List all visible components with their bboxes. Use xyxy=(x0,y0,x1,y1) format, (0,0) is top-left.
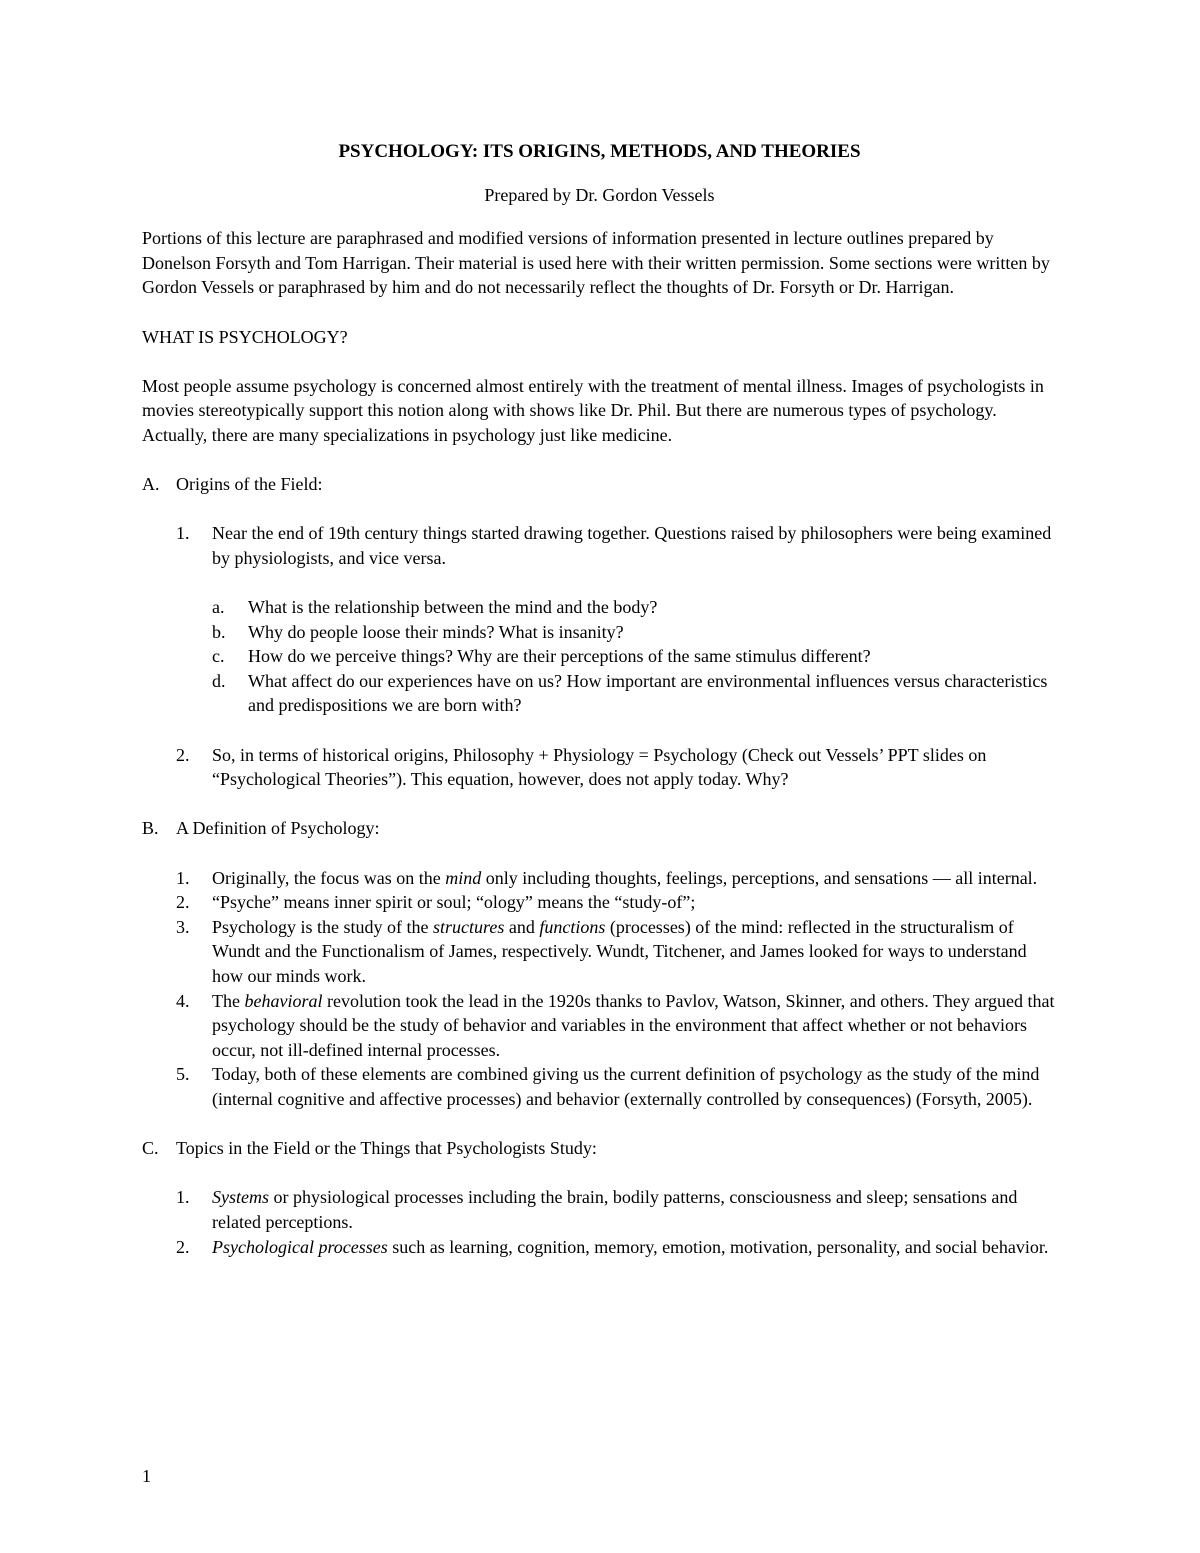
section-a xyxy=(142,472,1057,497)
author-line: Prepared by Dr. Gordon Vessels xyxy=(484,184,715,205)
section-c-label: C. xyxy=(142,1138,159,1159)
document-page xyxy=(142,140,1057,1259)
list-text xyxy=(212,1235,1057,1260)
list-text: So, in terms of historical origins, Philosophy + Physiology = Psychology (Check out Vessels’ PPT slides on “Psychological Theories”). This equation, however, does not apply today. Why? xyxy=(212,744,987,790)
list-number: 1. xyxy=(176,867,190,888)
list-number: 5. xyxy=(176,1064,190,1085)
list-number: 2. xyxy=(176,892,190,913)
list-number: 2. xyxy=(176,1236,190,1257)
section-c xyxy=(142,1136,1057,1161)
list-text xyxy=(212,915,1057,989)
list-text xyxy=(212,989,1057,1063)
text-run: and xyxy=(504,916,540,937)
list-item xyxy=(176,915,1057,989)
list-item xyxy=(176,1235,1057,1260)
list-item xyxy=(176,1185,1057,1234)
list-letter: b. xyxy=(212,621,226,642)
section-b-label: B. xyxy=(142,818,159,839)
section-a-sublist xyxy=(212,595,1057,718)
emphasis: mind xyxy=(445,867,482,888)
list-text: How do we perceive things? Why are their perceptions of the same stimulus different? xyxy=(248,646,871,667)
list-item xyxy=(176,1062,1057,1111)
text-run: (processes) of the mind: reflected in the structuralism of Wundt and the Functionalism of James, respectively. Wundt, Titchener, and James looked for ways to understand how our minds work. xyxy=(212,916,1027,986)
list-text: Why do people loose their minds? What is insanity? xyxy=(248,621,624,642)
section-a-title: Origins of the Field: xyxy=(176,474,323,495)
document-title: PSYCHOLOGY: ITS ORIGINS, METHODS, AND THEORIES xyxy=(338,141,861,162)
intro-paragraph: Portions of this lecture are paraphrased and modified versions of information presented in lecture outlines prepared by Donelson Forsyth and Tom Harrigan. Their material is used here with their written permission. Some sections were written by Gordon Vessels or paraphrased by him and do not necessarily reflect the thoughts of Dr. Forsyth or Dr. Harrigan. xyxy=(142,228,1050,298)
list-letter: a. xyxy=(212,597,225,618)
text-run: revolution took the lead in the 1920s thanks to Pavlov, Watson, Skinner, and others. They argued that psychology should be the study of behavior and variables in the environment that affect whether or not behaviors occur, not ill-defined internal processes. xyxy=(212,990,1055,1060)
section-a-item-1 xyxy=(176,521,1057,570)
section-b-title: A Definition of Psychology: xyxy=(176,818,380,839)
list-number: 1. xyxy=(176,1187,190,1208)
section-a-item-2 xyxy=(176,743,1057,792)
section-b xyxy=(142,816,1057,841)
list-item xyxy=(212,620,1057,645)
list-letter: c. xyxy=(212,646,225,667)
page-number: 1 xyxy=(142,1466,151,1486)
list-number: 4. xyxy=(176,990,190,1011)
list-number: 3. xyxy=(176,916,190,937)
section-c-title: Topics in the Field or the Things that Psychologists Study: xyxy=(176,1138,597,1159)
list-text xyxy=(212,866,1057,891)
list-number: 2. xyxy=(176,744,190,765)
list-item xyxy=(212,669,1057,718)
list-text xyxy=(212,1185,1057,1234)
emphasis: structures xyxy=(433,916,505,937)
list-item xyxy=(176,890,1057,915)
emphasis: behavioral xyxy=(244,990,323,1011)
text-run: only including thoughts, feelings, perceptions, and sensations — all internal. xyxy=(481,867,1038,888)
emphasis: Psychological processes xyxy=(212,1236,388,1257)
section-c-list xyxy=(176,1185,1057,1259)
list-text: “Psyche” means inner spirit or soul; “ology” means the “study-of”; xyxy=(212,892,696,913)
text-run: Psychology is the study of the xyxy=(212,916,433,937)
list-item xyxy=(212,644,1057,669)
emphasis: functions xyxy=(539,916,606,937)
text-run: Originally, the focus was on the xyxy=(212,867,446,888)
list-text: What affect do our experiences have on us? How important are environmental influences versus characteristics and predispositions we are born with? xyxy=(248,670,1048,716)
section-b-list xyxy=(176,866,1057,1112)
overview-paragraph: Most people assume psychology is concerned almost entirely with the treatment of mental illness. Images of psychologists in movies stereotypically support this notion along with shows like Dr. Phil. But there are numerous types of psychology. Actually, there are many specializations in psychology just like medicine. xyxy=(142,375,1044,445)
list-item xyxy=(176,866,1057,891)
text-run: The xyxy=(212,990,245,1011)
list-item xyxy=(176,989,1057,1063)
list-item xyxy=(212,595,1057,620)
section-a-label: A. xyxy=(142,474,160,495)
list-text: What is the relationship between the mind and the body? xyxy=(248,597,658,618)
list-letter: d. xyxy=(212,670,226,691)
text-run: or physiological processes including the brain, bodily patterns, consciousness and sleep; sensations and related perceptions. xyxy=(212,1187,1018,1232)
emphasis: Systems xyxy=(212,1187,269,1208)
list-number: 1. xyxy=(176,523,190,544)
list-text: Today, both of these elements are combined giving us the current definition of psychology as the study of the mind (internal cognitive and affective processes) and behavior (externally controlled by consequences) (Forsyth, 2005). xyxy=(212,1064,1040,1109)
list-text: Near the end of 19th century things started drawing together. Questions raised by philosophers were being examined by physiologists, and vice versa. xyxy=(212,523,1052,568)
section-heading: WHAT IS PSYCHOLOGY? xyxy=(142,326,348,347)
text-run: such as learning, cognition, memory, emotion, motivation, personality, and social behavior. xyxy=(387,1236,1049,1257)
